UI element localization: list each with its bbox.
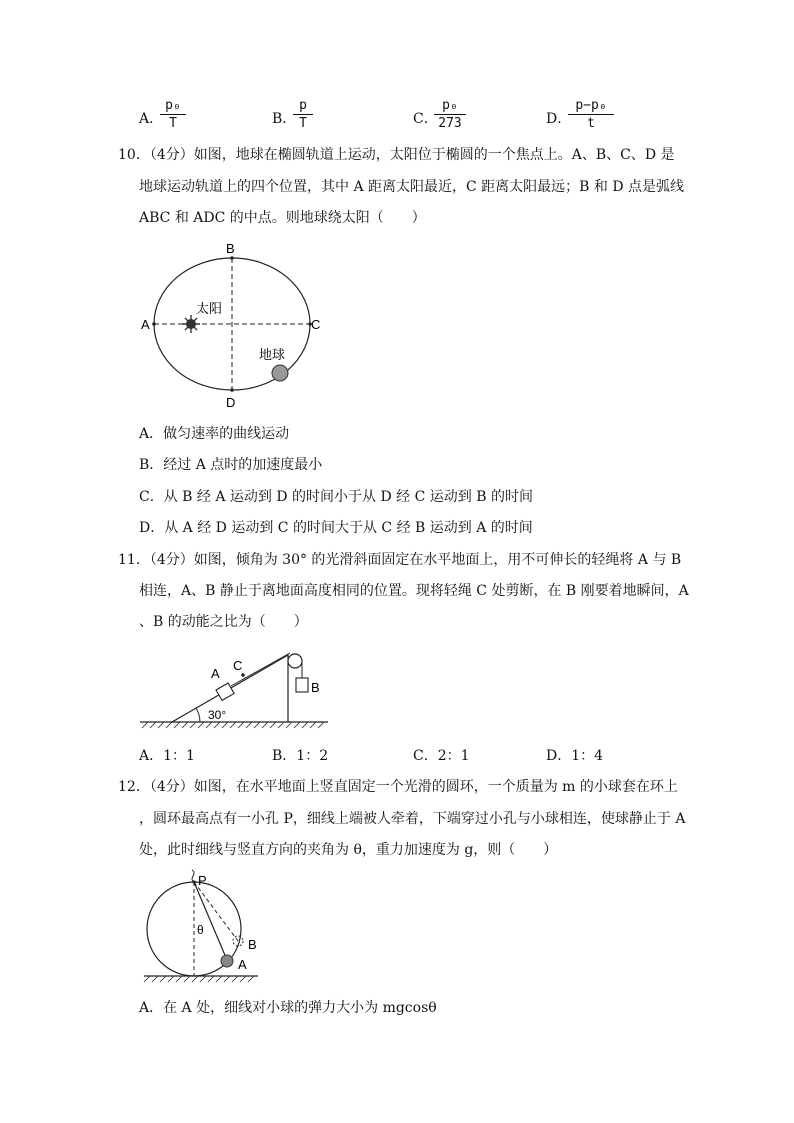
q9-option-a-fraction: [160, 98, 186, 132]
q12-option-a: A．在 A 处，细线对小球的弹力大小为 mgcosθ: [139, 1000, 437, 1016]
q9-option-c-fraction: [434, 98, 466, 132]
label-angle: 30°: [208, 708, 227, 722]
label-b: B: [248, 937, 257, 952]
q10-stem-line-1: 10．（4分）如图，地球在椭圆轨道上运动，太阳位于椭圆的一个焦点上。A、B、C、D 是: [118, 147, 675, 163]
label-a: A: [211, 666, 220, 681]
label-c: C: [233, 658, 243, 673]
q10-orbit-figure: [135, 238, 335, 413]
q9-option-a-letter: A．: [139, 111, 164, 127]
block-b: [296, 678, 308, 692]
q9-option-d-denominator: t: [587, 116, 595, 131]
q11-option-d: D．1：4: [546, 748, 604, 764]
q9-option-d-fraction: [568, 98, 614, 132]
ball-a: [221, 955, 233, 967]
label-a: A: [141, 317, 150, 332]
point-a-dot: [152, 322, 156, 326]
q12-ring-figure: [140, 868, 280, 988]
label-earth: 地球: [259, 347, 286, 362]
earth-icon: [272, 365, 288, 381]
label-b: B: [311, 680, 320, 695]
q11-stem-line-1: 11．（4分）如图，倾角为 30° 的光滑斜面固定在水平地面上，用不可伸长的轻绳将 A 与 B: [118, 552, 682, 568]
label-a: A: [238, 957, 247, 972]
q11-stem-line-3: 、B 的动能之比为（ ）: [139, 614, 308, 630]
q11-option-a: A．1：1: [139, 748, 195, 764]
q11-option-b: B．1：2: [272, 748, 329, 764]
cut-point-c: [241, 673, 245, 677]
q9-option-b-denominator: T: [299, 116, 307, 131]
q9-option-b-fraction: [293, 98, 313, 132]
point-b-dot: [230, 256, 234, 260]
q9-option-c-letter: C．: [413, 111, 438, 127]
string-to-a: [194, 882, 227, 960]
q10-option-c: C．从 B 经 A 运动到 D 的时间小于从 D 经 C 运动到 B 的时间: [139, 489, 533, 505]
q9-option-b-numerator: p: [293, 98, 313, 115]
label-d: D: [226, 395, 236, 410]
q10-option-b: B．经过 A 点时的加速度最小: [139, 457, 323, 473]
label-p: P: [198, 873, 207, 888]
ground-hatch: [142, 722, 324, 728]
pulley: [288, 654, 302, 668]
q12-stem-line-2: ，圆环最高点有一小孔 P，细线上端被人牵着，下端穿过小孔与小球相连，使球静止于 A: [139, 811, 686, 827]
q9-option-a-numerator: p₀: [160, 98, 186, 115]
hole-p: [192, 880, 195, 883]
label-sun: 太阳: [196, 301, 223, 316]
q9-option-b-letter: B．: [272, 111, 297, 127]
sun-icon: [182, 315, 200, 333]
q10-option-d: D．从 A 经 D 运动到 C 的时间大于从 C 经 B 运动到 A 的时间: [139, 520, 533, 536]
q9-option-c-denominator: 273: [438, 116, 462, 131]
point-d-dot: [230, 388, 234, 392]
q12-stem-line-3: 处，此时细线与竖直方向的夹角为 θ，重力加速度为 g，则（ ）: [139, 842, 558, 858]
label-b: B: [226, 241, 235, 256]
q9-option-d-numerator: p−p₀: [568, 98, 614, 115]
q9-option-a-denominator: T: [169, 116, 177, 131]
q9-option-c-numerator: p₀: [434, 98, 466, 115]
label-c: C: [311, 317, 321, 332]
label-theta: θ: [197, 923, 204, 937]
q10-option-a: A．做匀速率的曲线运动: [139, 426, 290, 442]
q10-stem-line-2: 地球运动轨道上的四个位置，其中 A 距离太阳最近，C 距离太阳最远；B 和 D 点是弧线: [139, 179, 685, 195]
q9-option-d-letter: D．: [546, 111, 572, 127]
q10-stem-line-3: ABC 和 ADC 的中点。则地球绕太阳（ ）: [139, 210, 426, 226]
string-end: [192, 870, 194, 882]
q11-stem-line-2: 相连，A、B 静止于离地面高度相同的位置。现将轻绳 C 处剪断，在 B 刚要着地瞬间，A: [139, 583, 689, 599]
ground-hatch: [144, 976, 254, 982]
q12-stem-line-1: 12．（4分）如图，在水平地面上竖直固定一个光滑的圆环，一个质量为 m 的小球套在环上: [118, 779, 678, 795]
q11-incline-figure: [138, 640, 338, 735]
angle-arc: [196, 708, 200, 722]
q11-option-c: C．2：1: [413, 748, 470, 764]
